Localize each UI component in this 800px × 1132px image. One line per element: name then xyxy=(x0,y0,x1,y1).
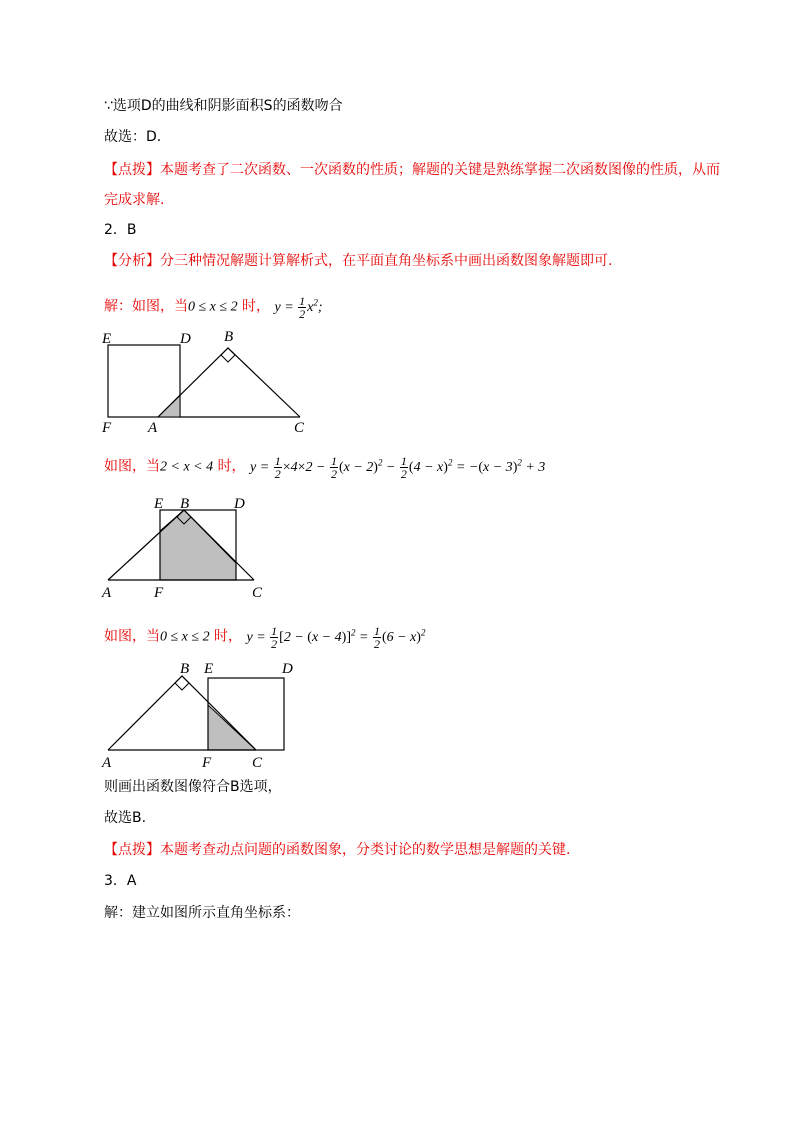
solution-prefix: 解：如图，当 xyxy=(104,298,188,315)
label-A: A xyxy=(102,585,112,601)
when-text: 时， xyxy=(217,458,246,475)
question-3-number: 3．A xyxy=(104,873,137,889)
label-F: F xyxy=(154,585,164,601)
label-E: E xyxy=(204,661,214,677)
figure-2 xyxy=(96,490,276,602)
figure-3 xyxy=(96,656,306,772)
formula-2: y = $\frac{1}{2}$ ×4×2 − $\frac{1}{2}$ $(x - 2)^2$ − $\frac{1}{2}$ $(4 - x)^2 = -(x - 3)^2 + 3$ xyxy=(250,453,546,481)
formula-1: y = $\frac{1}{2}$ $x^2$; xyxy=(274,293,323,321)
result-line-2: 故选B. xyxy=(104,810,147,826)
question-2-number: 2．B xyxy=(104,222,137,238)
result-line-1: 则画出函数图像符合B选项， xyxy=(104,779,282,795)
condition-1: 0 ≤ x ≤ 2 xyxy=(188,299,238,315)
label-C: C xyxy=(252,755,263,771)
label-F: F xyxy=(202,755,212,771)
tip-line-q2: 【点拨】本题考查动点问题的函数图象，分类讨论的数学思想是解题的关键. xyxy=(104,842,571,858)
label-E: E xyxy=(154,496,164,512)
solution-3-line: 解：建立如图所示直角坐标系： xyxy=(104,905,300,921)
answer-line: 故选：D. xyxy=(104,129,162,145)
condition-2: 2 < x < 4 xyxy=(160,459,214,475)
label-C: C xyxy=(294,420,305,436)
label-D: D xyxy=(180,331,191,347)
formula-3: y = $\frac{1}{2}$ $[2 - (x - 4)]^2$ = $\frac{1}{2}$ $(6 - x)^2$ xyxy=(246,623,426,651)
condition-3: 0 ≤ x ≤ 2 xyxy=(160,629,210,645)
label-F: F xyxy=(102,420,112,436)
label-D: D xyxy=(234,496,245,512)
solution-case-1 xyxy=(104,292,323,320)
case-prefix: 如图，当 xyxy=(104,458,160,475)
solution-case-2 xyxy=(104,452,545,480)
label-C: C xyxy=(252,585,263,601)
label-B: B xyxy=(180,661,190,677)
when-text: 时， xyxy=(242,298,271,315)
statement-line: ∵选项D的曲线和阴影面积S的函数吻合 xyxy=(104,98,343,114)
label-B: B xyxy=(180,496,190,512)
figure-1 xyxy=(96,328,326,438)
tip-line-1: 【点拨】本题考查了二次函数、一次函数的性质；解题的关键是熟练掌握二次函数图像的性质，从而 xyxy=(104,162,720,178)
label-A: A xyxy=(102,755,112,771)
case-prefix: 如图，当 xyxy=(104,628,160,645)
label-B: B xyxy=(224,329,234,345)
solution-case-3 xyxy=(104,622,425,650)
analysis-line: 【分析】分三种情况解题计算解析式，在平面直角坐标系中画出函数图象解题即可. xyxy=(104,253,613,269)
tip-line-2: 完成求解. xyxy=(104,192,165,208)
label-E: E xyxy=(102,331,112,347)
label-A: A xyxy=(148,420,158,436)
when-text: 时， xyxy=(214,628,243,645)
label-D: D xyxy=(282,661,293,677)
